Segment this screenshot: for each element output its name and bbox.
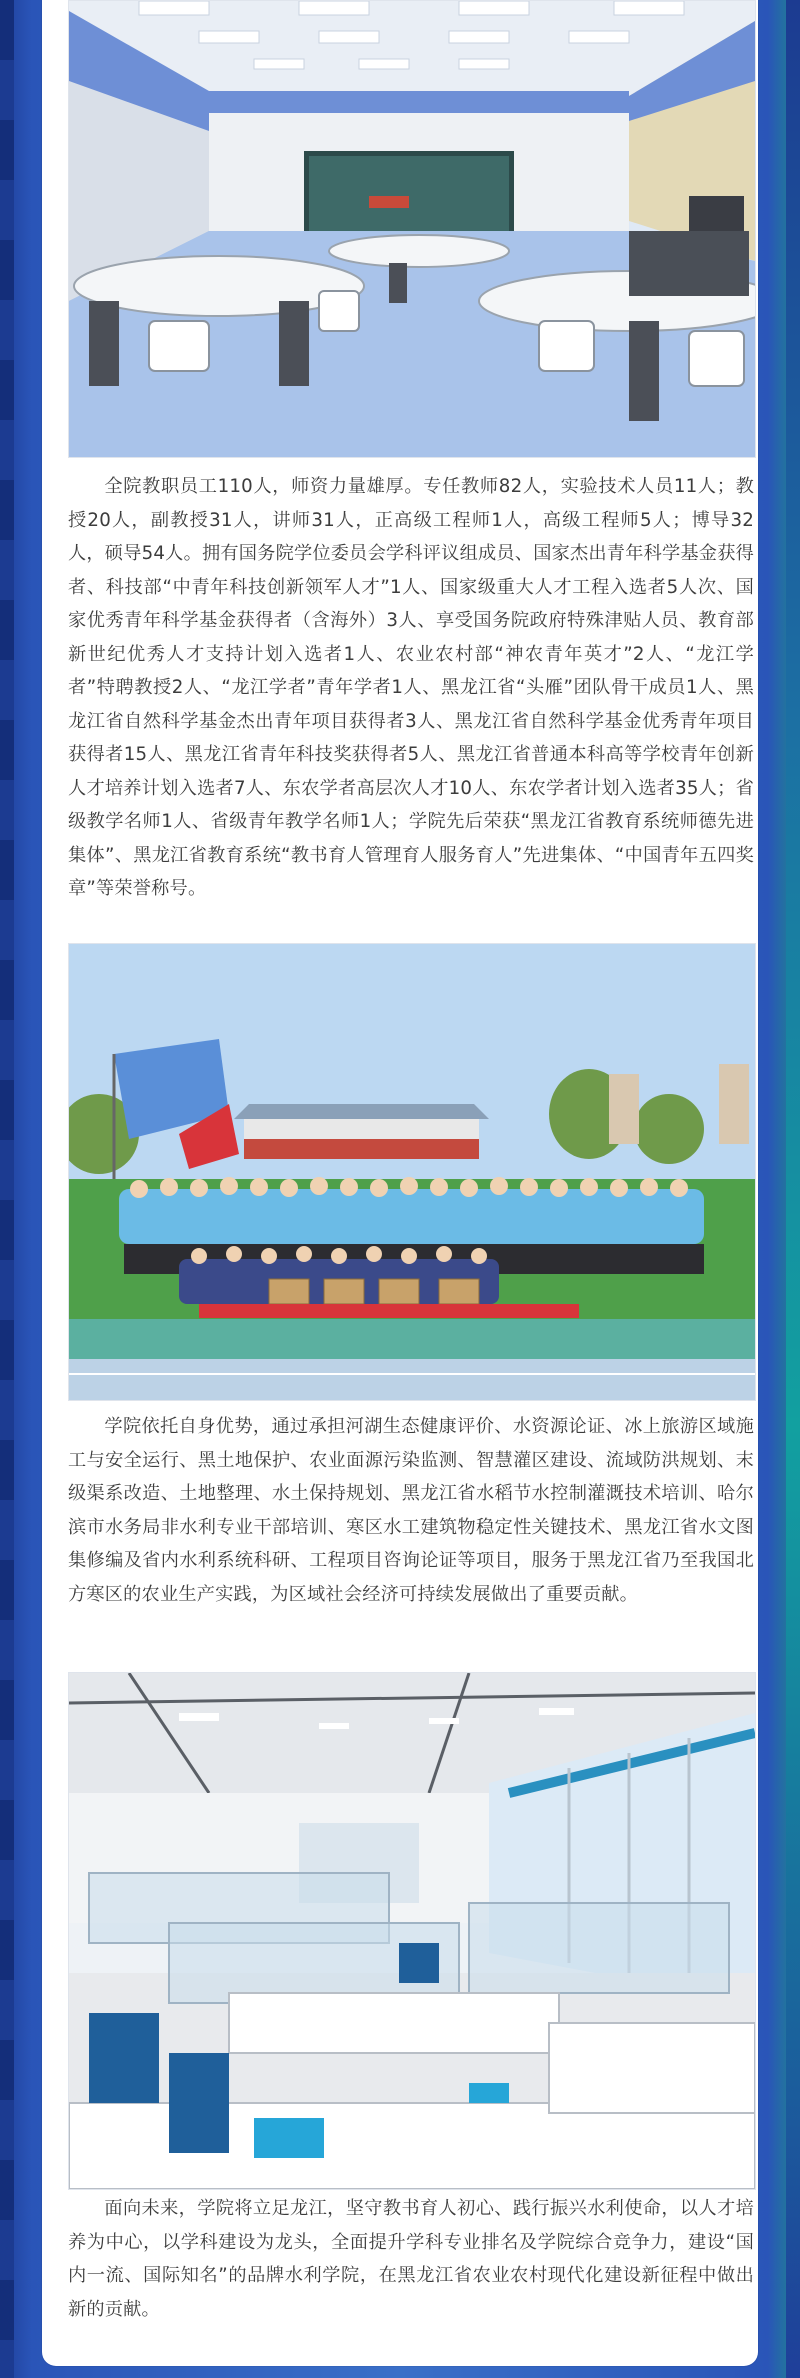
- left-decor-stripe: [0, 0, 14, 2378]
- paragraph-services: 学院依托自身优势，通过承担河湖生态健康评价、水资源论证、冰上旅游区域施工与安全运行、黑土地保护、农业面源污染监测、智慧灌区建设、流域防洪规划、末级渠系改造、土地整理、水土保持规划、黑龙江省水稻节水控制灌溉技术培训、哈尔滨市水务局非水利专业干部培训、寒区水工建筑物稳定性关键技术、黑龙江省水文图集修编及省内水利系统科研、工程项目咨询论证等项目，服务于黑龙江省乃至我国北方寒区的农业生产实践，为区域社会经济可持续发展做出了重要贡献。: [68, 1416, 754, 1605]
- right-decor-stripe: [786, 0, 800, 2378]
- classroom-photo: [68, 0, 756, 458]
- group-photo: [68, 943, 756, 1401]
- paragraph-future: 面向未来，学院将立足龙江，坚守教书育人初心、践行振兴水利使命，以人才培养为中心，以学科建设为龙头，全面提升学科专业排名及学院综合竞争力，建设“国内一流、国际知名”的品牌水利学院，在黑龙江省农业农村现代化建设新征程中做出新的贡献。: [68, 2198, 754, 2320]
- group-illustration: [69, 944, 755, 1400]
- paragraph-faculty: 全院教职员工110人，师资力量雄厚。专任教师82人，实验技术人员11人；教授20人，副教授31人，讲师31人，正高级工程师1人，高级工程师5人；博导32人，硕导54人。拥有国务院学位委员会学科评议组成员、国家杰出青年科学基金获得者、科技部“中青年科技创新领军人才”1人、国家级重大人才工程入选者5人次、国家优秀青年科学基金获得者（含海外）3人、享受国务院政府特殊津贴人员、教育部新世纪优秀人才支持计划入选者1人、农业农村部“神农青年英才”2人、“龙江学者”特聘教授2人、“龙江学者”青年学者1人、黑龙江省“头雁”团队骨干成员1人、黑龙江省自然科学基金杰出青年项目获得者3人、黑龙江省自然科学基金优秀青年项目获得者15人、黑龙江省青年科技奖获得者5人、黑龙江省普通本科高等学校青年创新人才培养计划入选者7人、东农学者高层次人才10人、东农学者计划入选者35人；省级教学名师1人、省级青年教学名师1人；学院先后荣获“黑龙江省教育系统师德先进集体”、黑龙江省教育系统“教书育人管理育人服务育人”先进集体、“中国青年五四奖章”等荣誉称号。: [68, 476, 754, 899]
- laboratory-photo: [68, 1672, 756, 2190]
- classroom-illustration: [69, 1, 755, 457]
- laboratory-illustration: [69, 1673, 755, 2189]
